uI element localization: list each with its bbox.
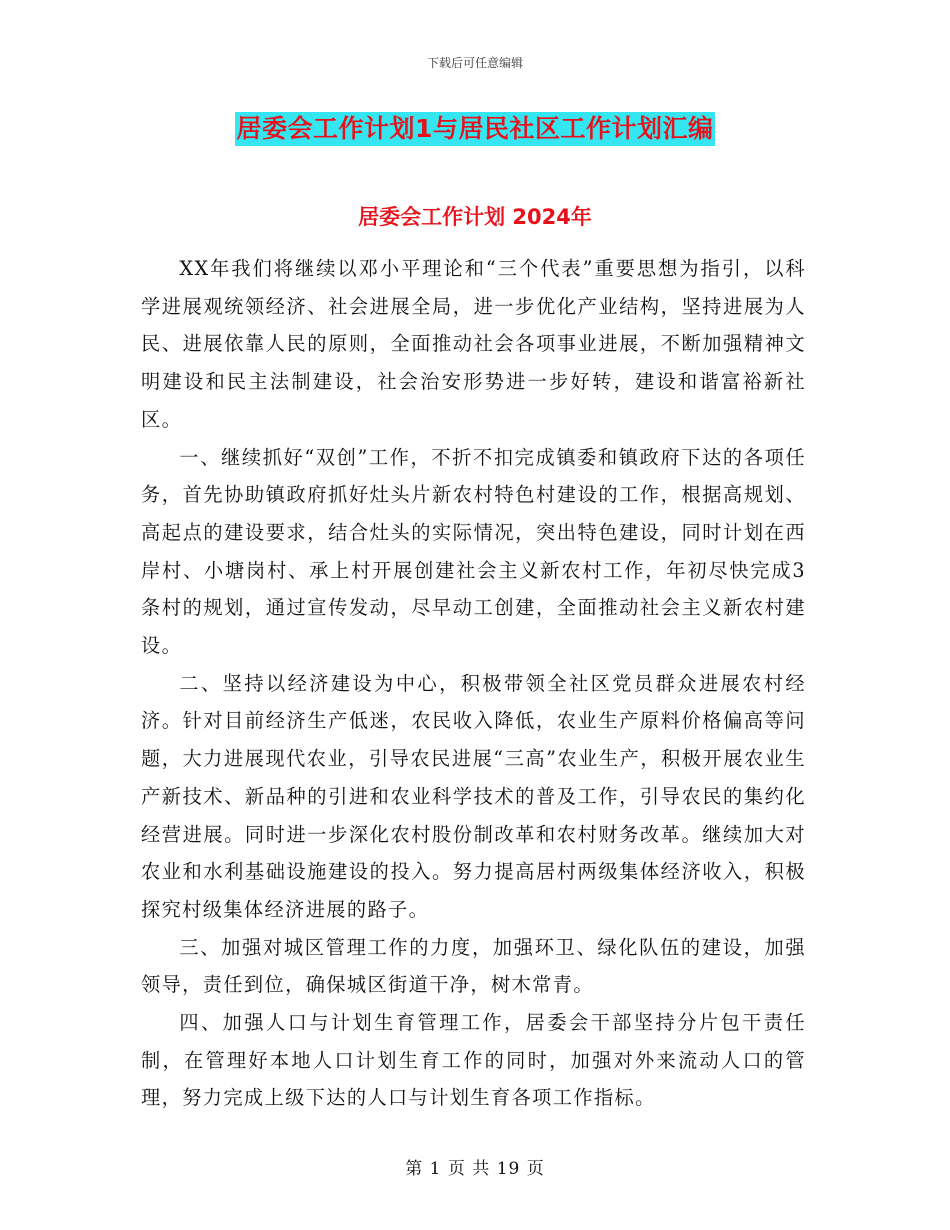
paragraph-item-1: 一、继续抓好“双创”工作，不折不扣完成镇委和镇政府下达的各项任务，首先协助镇政府抓好灶头片新农村特色村建设的工作，根据高规划、高起点的建设要求，结合灶头的实际情况，突出特色建设，同时计划在西岸村、小塘岗村、承上村开展创建社会主义新农村工作，年初尽快完成3条村的规划，通过宣传发动，尽早动工创建，全面推动社会主义新农村建设。 [141, 445, 806, 658]
paragraph-item-2: 二、坚持以经济建设为中心，积极带领全社区党员群众进展农村经济。针对目前经济生产低迷，农民收入降低，农业生产原料价格偏高等问题，大力进展现代农业，引导农民进展“三高”农业生产，积极开展农业生产新技术、新品种的引进和农业科学技术的普及工作，引导农民的集约化经营进展。同时进一步深化农村股份制改革和农村财务改革。继续加大对农业和水利基础设施建设的投入。努力提高居村两级集体经济收入，积极探究村级集体经济进展的路子。 [141, 671, 806, 921]
paragraph-intro: XX年我们将继续以邓小平理论和“三个代表”重要思想为指引，以科学进展观统领经济、社会进展全局，进一步优化产业结构，坚持进展为人民、进展依靠人民的原则，全面推动社会各项事业进展，不断加强精神文明建设和民主法制建设，社会治安形势进一步好转，建设和谐富裕新社区。 [141, 257, 806, 431]
page-header-note: 下载后可任意编辑 [426, 56, 523, 70]
section-title: 居委会工作计划 2024年 [358, 205, 592, 229]
main-title-container [0, 112, 950, 146]
paragraph-item-3: 三、加强对城区管理工作的力度，加强环卫、绿化队伍的建设，加强领导，责任到位，确保城区街道干净，树木常青。 [141, 935, 806, 997]
document-body [141, 250, 806, 1117]
paragraph-item-4: 四、加强人口与计划生育管理工作，居委会干部坚持分片包干责任制，在管理好本地人口计划生育工作的同时，加强对外来流动人口的管理，努力完成上级下达的人口与计划生育各项工作指标。 [141, 1011, 806, 1110]
main-title: 居委会工作计划1与居民社区工作计划汇编 [235, 112, 716, 146]
page-number-footer: 第 1 页 共 19 页 [405, 1159, 545, 1179]
